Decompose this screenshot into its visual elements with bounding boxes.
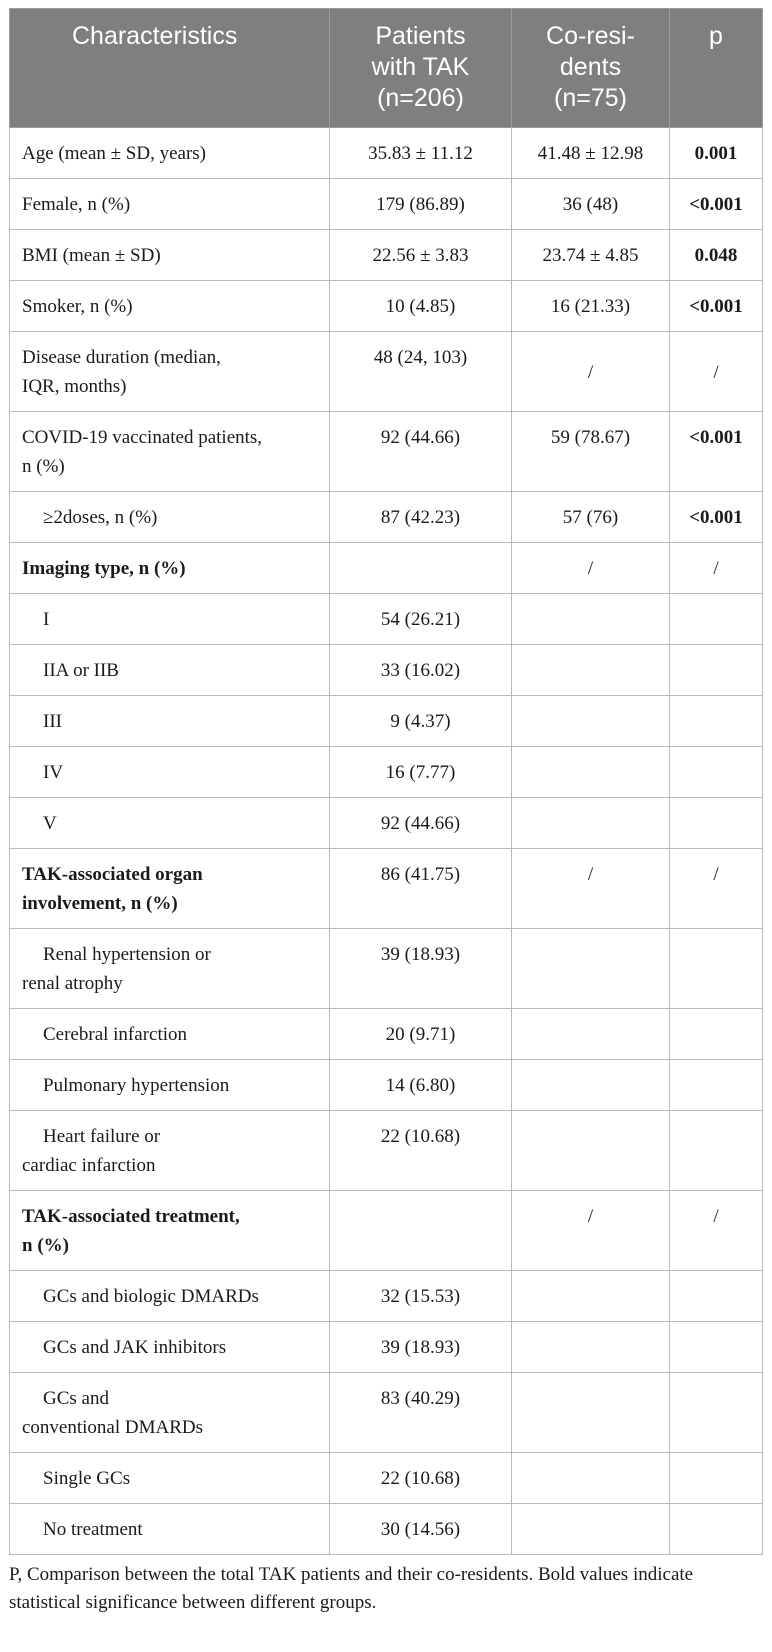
patients-value: 83 (40.29) [330, 1373, 512, 1453]
row-label [10, 1373, 330, 1453]
p-value: 0.001 [670, 128, 763, 179]
table-row [10, 128, 763, 179]
patients-value: 92 (44.66) [330, 412, 512, 492]
table-row [10, 412, 763, 492]
patients-value: 86 (41.75) [330, 849, 512, 929]
p-value: <0.001 [670, 492, 763, 543]
table-row [10, 332, 763, 412]
p-value [670, 645, 763, 696]
coresidents-value [512, 747, 670, 798]
section-label [10, 1191, 330, 1271]
row-label: IIA or IIB [10, 645, 330, 696]
table-row [10, 1373, 763, 1453]
coresidents-value [512, 1373, 670, 1453]
row-label-line2: IQR, months) [22, 376, 127, 397]
p-value: / [670, 332, 763, 412]
patients-value: 87 (42.23) [330, 492, 512, 543]
table-row [10, 696, 763, 747]
p-value: / [670, 543, 763, 594]
p-value: 0.048 [670, 230, 763, 281]
coresidents-value: 16 (21.33) [512, 281, 670, 332]
p-value [670, 1453, 763, 1504]
coresidents-value: / [512, 849, 670, 929]
patients-value: 33 (16.02) [330, 645, 512, 696]
row-label: V [10, 798, 330, 849]
table-footnote: P, Comparison between the total TAK patients and their co-residents. Bold values indicate statistical significance between different groups. [9, 1564, 694, 1613]
patients-value: 10 (4.85) [330, 281, 512, 332]
p-value [670, 1111, 763, 1191]
table-row-section [10, 1191, 763, 1271]
coresidents-value: / [512, 543, 670, 594]
row-label [10, 412, 330, 492]
p-value: <0.001 [670, 412, 763, 492]
row-label: GCs and JAK inhibitors [10, 1322, 330, 1373]
coresidents-value: 36 (48) [512, 179, 670, 230]
header-patients-with-tak [330, 9, 512, 128]
coresidents-value: 57 (76) [512, 492, 670, 543]
coresidents-value: 23.74 ± 4.85 [512, 230, 670, 281]
table-row [10, 1504, 763, 1555]
table-row [10, 1453, 763, 1504]
patients-value: 39 (18.93) [330, 929, 512, 1009]
coresidents-value [512, 1060, 670, 1111]
p-value [670, 1322, 763, 1373]
coresidents-value [512, 1271, 670, 1322]
table-row [10, 747, 763, 798]
row-label: IV [10, 747, 330, 798]
section-label-line2: involvement, n (%) [22, 893, 178, 914]
coresidents-value [512, 1322, 670, 1373]
row-label: Smoker, n (%) [10, 281, 330, 332]
row-label-line1: Renal hypertension or [43, 944, 211, 965]
section-label-line1: TAK-associated treatment, [22, 1206, 240, 1227]
table-row [10, 1322, 763, 1373]
patients-value: 35.83 ± 11.12 [330, 128, 512, 179]
table-row [10, 1060, 763, 1111]
p-value [670, 594, 763, 645]
coresidents-value [512, 1111, 670, 1191]
p-value: <0.001 [670, 179, 763, 230]
patients-value: 16 (7.77) [330, 747, 512, 798]
header-coresidents-line1: Co-resi- [546, 22, 635, 50]
row-label-line1: COVID-19 vaccinated patients, [22, 427, 263, 448]
table-header-row [10, 9, 763, 128]
p-value [670, 798, 763, 849]
header-patients-line2: with TAK [371, 53, 470, 81]
row-label: Cerebral infarction [10, 1009, 330, 1060]
patients-value [330, 1191, 512, 1271]
row-label: Pulmonary hypertension [10, 1060, 330, 1111]
coresidents-value [512, 1453, 670, 1504]
row-label-line2: conventional DMARDs [22, 1417, 204, 1438]
coresidents-value: / [512, 332, 670, 412]
patients-value: 32 (15.53) [330, 1271, 512, 1322]
header-co-residents [512, 9, 670, 128]
coresidents-value [512, 798, 670, 849]
table-row [10, 1009, 763, 1060]
p-value: / [670, 849, 763, 929]
coresidents-value [512, 1504, 670, 1555]
patients-value: 22 (10.68) [330, 1453, 512, 1504]
patients-value: 179 (86.89) [330, 179, 512, 230]
table-row [10, 594, 763, 645]
patients-value: 92 (44.66) [330, 798, 512, 849]
row-label: BMI (mean ± SD) [10, 230, 330, 281]
table-row [10, 1271, 763, 1322]
coresidents-value [512, 594, 670, 645]
row-label-line1: Heart failure or [43, 1126, 161, 1147]
coresidents-value [512, 929, 670, 1009]
patients-value: 9 (4.37) [330, 696, 512, 747]
header-characteristics: Characteristics [10, 9, 330, 128]
header-p-value: p [670, 9, 763, 128]
table-row-section [10, 543, 763, 594]
patients-value: 30 (14.56) [330, 1504, 512, 1555]
row-label: No treatment [10, 1504, 330, 1555]
patients-value: 22.56 ± 3.83 [330, 230, 512, 281]
table-row-section [10, 849, 763, 929]
p-value [670, 1504, 763, 1555]
table-row [10, 929, 763, 1009]
patients-value: 54 (26.21) [330, 594, 512, 645]
coresidents-value [512, 645, 670, 696]
p-value [670, 696, 763, 747]
header-patients-line1: Patients [375, 22, 466, 50]
p-value [670, 1060, 763, 1111]
p-value: <0.001 [670, 281, 763, 332]
row-label-line2: cardiac infarction [22, 1155, 156, 1176]
patients-value: 20 (9.71) [330, 1009, 512, 1060]
section-label: Imaging type, n (%) [10, 543, 330, 594]
characteristics-table-container [9, 8, 762, 1555]
coresidents-value: / [512, 1191, 670, 1271]
coresidents-value: 41.48 ± 12.98 [512, 128, 670, 179]
patients-value: 39 (18.93) [330, 1322, 512, 1373]
row-label: I [10, 594, 330, 645]
patients-value: 48 (24, 103) [330, 332, 512, 412]
header-patients-line3: (n=206) [377, 84, 464, 112]
row-label [10, 929, 330, 1009]
row-label-line2: n (%) [22, 456, 65, 477]
row-label: Age (mean ± SD, years) [10, 128, 330, 179]
patients-value: 22 (10.68) [330, 1111, 512, 1191]
row-label-line1: Disease duration (median, [22, 347, 221, 368]
header-coresidents-line2: dents [559, 53, 622, 81]
row-label: GCs and biologic DMARDs [10, 1271, 330, 1322]
row-label: Single GCs [10, 1453, 330, 1504]
coresidents-value [512, 1009, 670, 1060]
row-label: Female, n (%) [10, 179, 330, 230]
coresidents-value [512, 696, 670, 747]
table-row [10, 281, 763, 332]
p-value: / [670, 1191, 763, 1271]
characteristics-table [9, 8, 763, 1555]
section-label-line2: n (%) [22, 1235, 69, 1256]
p-value [670, 1271, 763, 1322]
patients-value: 14 (6.80) [330, 1060, 512, 1111]
table-row [10, 1111, 763, 1191]
header-coresidents-line3: (n=75) [554, 84, 627, 112]
table-row [10, 179, 763, 230]
row-label: ≥2doses, n (%) [10, 492, 330, 543]
row-label [10, 332, 330, 412]
table-row [10, 645, 763, 696]
section-label-line1: TAK-associated organ [22, 864, 203, 885]
p-value [670, 1009, 763, 1060]
p-value [670, 929, 763, 1009]
coresidents-value: 59 (78.67) [512, 412, 670, 492]
p-value [670, 1373, 763, 1453]
table-row [10, 230, 763, 281]
row-label-line1: GCs and [43, 1388, 109, 1409]
table-row [10, 798, 763, 849]
row-label: III [10, 696, 330, 747]
patients-value [330, 543, 512, 594]
table-row [10, 492, 763, 543]
row-label [10, 1111, 330, 1191]
section-label [10, 849, 330, 929]
row-label-line2: renal atrophy [22, 973, 123, 994]
p-value [670, 747, 763, 798]
